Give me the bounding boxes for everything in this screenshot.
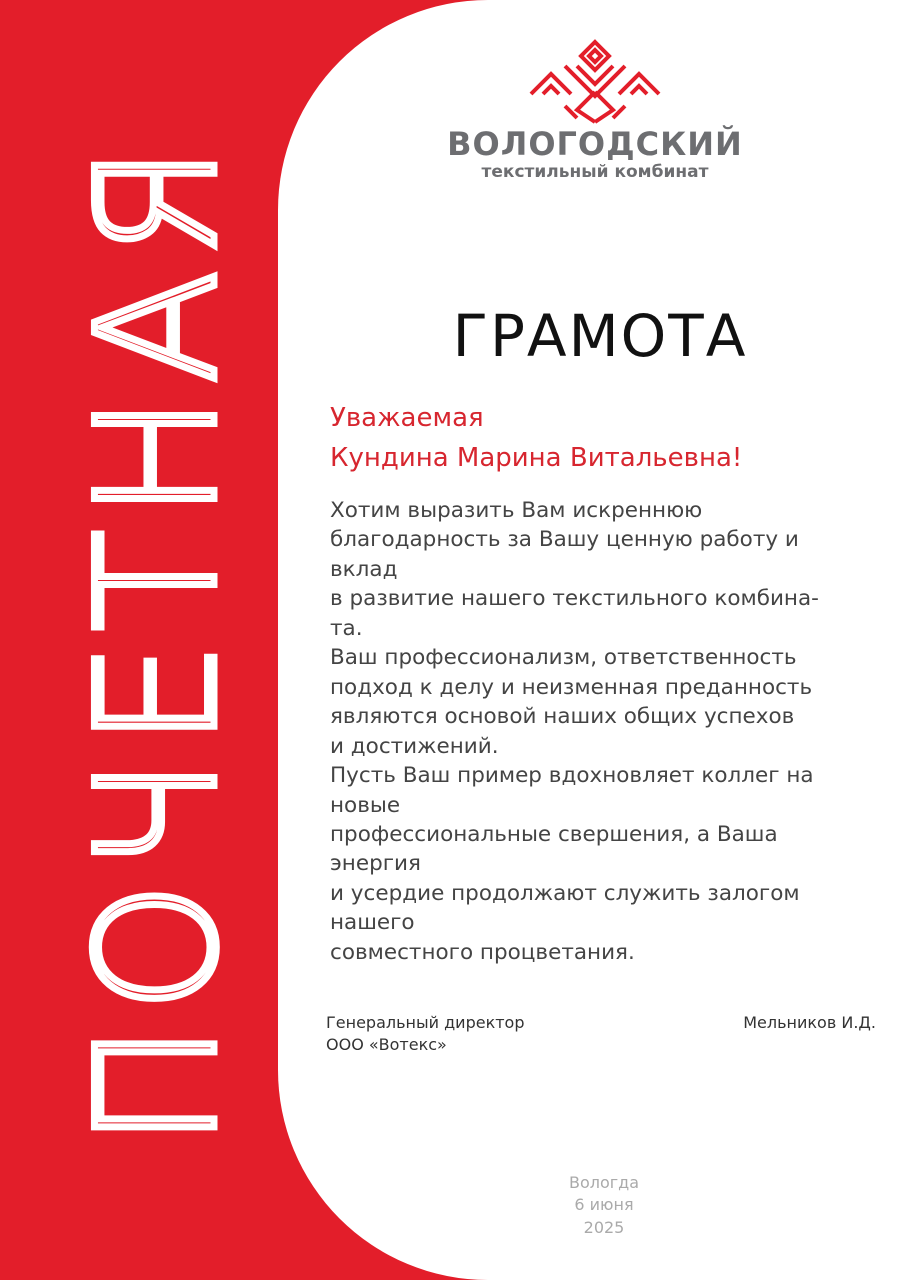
body-line: благодарность за Вашу ценную работу и <box>330 527 799 553</box>
body-line: новые <box>330 792 401 818</box>
vertical-title: ПОЧЕТНАЯ <box>62 132 253 1148</box>
signer-title: Генеральный директор <box>326 1013 525 1032</box>
signer-company: ООО «Вотекс» <box>326 1035 447 1055</box>
signer-position <box>326 1012 525 1057</box>
body-line: и достижений. <box>330 733 499 759</box>
greeting-line-1: Уважаемая <box>330 403 484 433</box>
body-line: в развитие нашего текстильного комбина- <box>330 586 819 612</box>
greeting-recipient: Кундина Марина Витальевна! <box>330 443 743 474</box>
document-title: ГРАМОТА <box>452 302 748 370</box>
body-line: и усердие продолжают служить залогом <box>330 880 800 906</box>
body-text <box>330 496 890 967</box>
logo-name: ВОЛОГОДСКИЙ <box>447 125 743 163</box>
logo-subtitle: текстильный комбинат <box>481 162 709 182</box>
body-line: та. <box>330 615 363 641</box>
footer-year: 2025 <box>583 1217 625 1237</box>
footer-place-date <box>540 1172 668 1239</box>
body-line: подход к делу и неизменная преданность <box>330 674 813 700</box>
body-line: Хотим выразить Вам искреннюю <box>330 498 703 523</box>
body-line: вклад <box>330 556 398 582</box>
footer-city: Вологда <box>568 1173 640 1192</box>
body-line: Ваш профессионализм, ответственность <box>330 645 797 671</box>
footer-date: 6 июня <box>574 1195 634 1215</box>
body-line: совместного процветания. <box>330 939 635 965</box>
body-line: профессиональные свершения, а Ваша <box>330 821 778 847</box>
greeting <box>330 398 890 479</box>
company-logo <box>440 36 750 196</box>
body-line: являются основой наших общих успехов <box>330 704 795 730</box>
signer-name: Мельников И.Д. <box>743 1013 876 1032</box>
embroidery-ornament-icon <box>525 36 665 124</box>
body-line: Пусть Ваш пример вдохновляет коллег на <box>330 763 814 789</box>
body-line: нашего <box>330 910 415 936</box>
body-line: энергия <box>330 851 421 877</box>
